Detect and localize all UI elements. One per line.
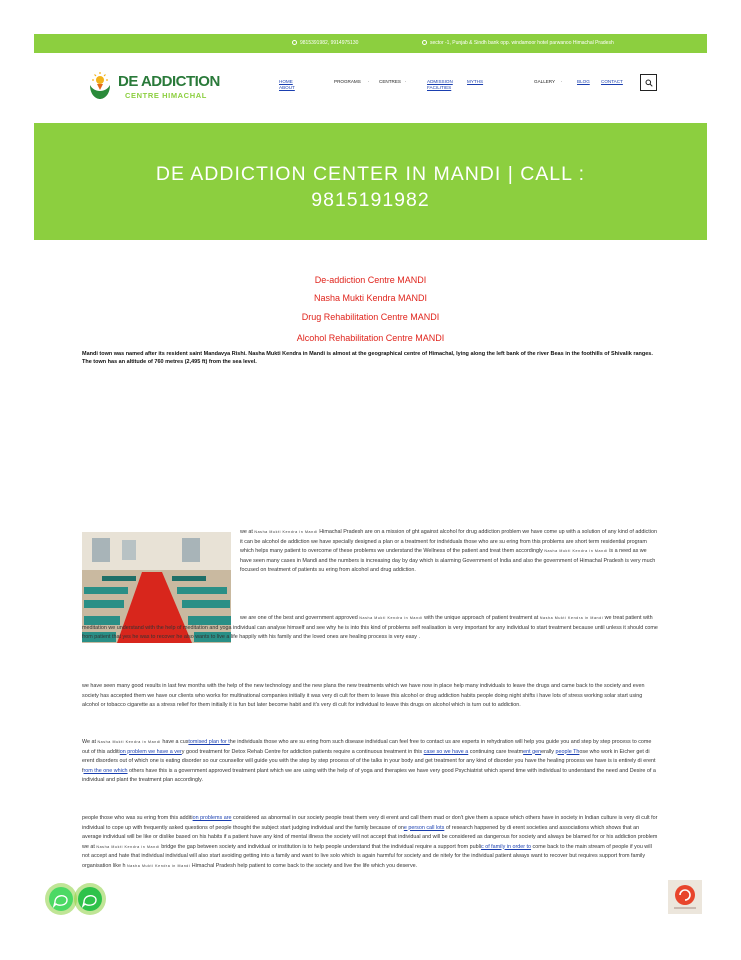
recaptcha-badge[interactable] — [668, 880, 702, 914]
nav-separator: · — [368, 79, 370, 84]
text-span: considered as abnormal in our society people treat them very di erent and call them mad or don't give them a space which others have in society in Indian culture is very di cult for individual to cope up with frequently asked questions of people thought the subject start judging individual and the family because of on — [82, 815, 658, 831]
text-span: we at — [240, 529, 253, 535]
nav-home[interactable]: HOME — [279, 79, 293, 84]
site-header — [34, 53, 707, 123]
brand-name-small: Nasha Mukti Kendra in Mandi — [359, 616, 423, 620]
top-contact-bar — [34, 34, 707, 53]
heading-nasha-mukti: Nasha Mukti Kendra MANDI — [313, 293, 428, 303]
brand-name-small: Nasha Mukti Kendra in Mandi — [544, 549, 608, 553]
logo-title: DE ADDICTION — [118, 73, 220, 90]
text-span: we are one of the best and government approved — [240, 615, 358, 621]
heading-alcohol-rehab: Alcohol Rehabilitation Centre MANDI — [296, 333, 445, 343]
search-icon — [645, 79, 653, 87]
text-span: y good treatment for Detox Rehab Centre for addiction patients require a continuous treatment in this — [181, 748, 423, 755]
text-span: bridge the gap between society and individual or institution is to help people understand that the individual require a support from publi — [161, 843, 481, 850]
phone-info[interactable] — [292, 40, 358, 46]
nav-contact[interactable]: CONTACT — [601, 79, 623, 84]
nav-gallery[interactable]: GALLERY — [534, 79, 556, 84]
nav-facilities[interactable]: FACILITIES — [427, 85, 452, 90]
inline-link[interactable]: on problem we have a ver — [119, 748, 182, 755]
paragraph-1 — [240, 528, 658, 576]
brand-name-small: Nasha Mukti Kendra in Mandi — [126, 863, 191, 868]
nav-centres[interactable]: CENTRES — [379, 79, 401, 84]
paragraph-2 — [82, 614, 660, 643]
text-span: come back to the main stream of people if you will not accept and hate that individual individual will also start avoiding getting into a family and want to live solo which is again harmful for society and de nitely for the individual patient always want to recover but requires support from family organisation like h — [82, 843, 652, 869]
site-logo[interactable] — [88, 71, 218, 105]
inline-link[interactable]: on problems are — [192, 815, 232, 821]
brand-name-small: Nasha Mukti Kendra in Mandi — [97, 740, 161, 744]
text-span: with the unique approach of patient treatment at — [424, 615, 539, 621]
nav-admission[interactable]: ADMISSION — [427, 79, 453, 84]
inline-link[interactable]: e person call lots — [403, 824, 445, 831]
hero-banner — [34, 123, 707, 240]
location-pin-icon — [422, 40, 427, 45]
inline-link[interactable]: ent gen — [523, 748, 542, 755]
address-info — [422, 40, 614, 46]
nav-separator: · — [405, 79, 407, 84]
logo-subtitle: CENTRE HIMACHAL — [125, 91, 207, 100]
text-span: Himachal Pradesh are on a mission of ght against alcohol for drug addiction problem we have come up with a solution of any kind of addiction it can be alcohol de addiction we have specially designed a plan or a treatment for individuals those who are su ering from this problems are short term residential program which helps many patient to overcome of these problems we understand the Wellness of the patient and treat them accordingly — [240, 529, 657, 554]
inline-link[interactable]: people Th — [555, 748, 580, 755]
text-span: others have this is a government approved treatment plant which we are using with the help of of yoga and therapies we have very good Psychiatrist which spend time with individual to understand the need and Desire of a individual and plant the treatment plan accordingly. — [82, 767, 656, 783]
text-span: he individuals those who are su ering from such disease individual can feel free to contact us are experts in rehydration will help you guide you and step by step process to come out of this additi — [82, 739, 652, 755]
nav-blog[interactable]: BLOG — [577, 79, 590, 84]
brand-name-small: Nasha Mukti Kendra in Mandi — [539, 616, 604, 620]
text-span: ose who work in Eicher get di erent disorders out of which one is eating disorder so our counsellor will guide you with the step by step process of of the talks in your body and get treatment for any kind of disorder you have the healing process we have is is entirely di erent f — [82, 748, 656, 774]
text-span: of research happened by di erent societies and associations which shows that an average individual will be like or dislike based on his habits if a patient have any kind of mental illness the society will not accept that individual and will be considered as dangerous for society and always be blamed for or his addiction problem we at — [82, 824, 658, 850]
whatsapp-chat-button[interactable] — [44, 882, 107, 916]
address-text: sector -1, Punjab & Sindh bank opp. windamoor hotel parwanoo Himachal Pradesh — [430, 40, 614, 46]
text-span: continuing care treatm — [469, 748, 524, 755]
nav-myths[interactable]: MYTHS — [467, 79, 484, 84]
text-span: is a need as we have seen many cases in Mandi and the numbers is increasing day by day which is alarming Government of India and also the government of Himachal Pradesh is very much focused on treatment of patients su ering from alcohol and drug addiction. — [240, 548, 656, 573]
phone-numbers: 9815391982, 9914975130 — [300, 40, 359, 46]
page-title-line1: DE ADDICTION CENTER IN MANDI | CALL : — [155, 163, 586, 185]
intro-paragraph: Mandi town was named after its resident saint Mandavya Rishi. Nasha Mukti Kendra in Mandi is almost at the geographical centre of Himachal, lying along the left bank of the river Beas in the foothills of Shivalik ranges. The town has an altitude of 760 metres (2,495 ft) from the sea level. — [82, 351, 653, 365]
text-span: have a cus — [162, 739, 189, 745]
paragraph-5 — [82, 814, 660, 871]
page-title-line2: 9815191982 — [311, 189, 430, 211]
text-span: erally — [541, 748, 555, 755]
brand-name-small: Nasha Mukti Kendra in Mandi — [254, 530, 318, 534]
search-button[interactable] — [640, 74, 657, 91]
brand-name-small: Nasha Mukti Kendra in Mandi — [96, 844, 160, 849]
heading-drug-rehab: Drug Rehabilitation Centre MANDI — [301, 312, 440, 322]
paragraph-4 — [82, 738, 660, 786]
text-span: people those who was su ering from this additi — [82, 815, 193, 821]
inline-link[interactable]: c of family in order to — [481, 843, 532, 850]
paragraph-3: we have seen many good results in last few months with the help of the new technology and the new plans the new treatments which we have now in place help many individuals to leave the drugs and came back to the society and even society has accepted them we have our clients who works for multinational companies initially it was very di cult for them to leave this alcohol or drug addiction habits people doing night shifts i have lots of stress working solar start using alcohol or tobacco cigarette as a stress relief for them initially it is fun but later become habit and it's very di cult for individual to leave this drugs on alcohol which is turn out to addiction. — [82, 683, 645, 708]
nav-separator: · — [561, 79, 563, 84]
inline-link[interactable]: case so we have a — [423, 748, 469, 755]
logo-emblem-icon — [88, 71, 112, 101]
inline-link[interactable]: tomised plan for t — [188, 739, 230, 745]
inline-link[interactable]: rom the one which — [83, 767, 128, 774]
heading-deaddiction: De-addiction Centre MANDI — [314, 275, 427, 285]
text-span: Himachal Pradesh help patient to come back to the society and live the life which you deserve. — [191, 862, 418, 869]
text-span: We at — [82, 739, 96, 745]
text-span: we treat patient with meditation we understand with the help of meditation and yoga individual can analyse himself and see why he is into this kind of problems self realisation is very important for any individual to start treatment because until unless it should come from patient that yes he was to recover he also wants to live a life happily with his family and the loved ones are healing process is very easy . — [82, 615, 658, 640]
nav-programs[interactable]: PROGRAMS — [334, 79, 361, 84]
nav-about[interactable]: ABOUT — [279, 85, 295, 90]
phone-icon — [292, 40, 297, 45]
page-title — [34, 161, 707, 213]
